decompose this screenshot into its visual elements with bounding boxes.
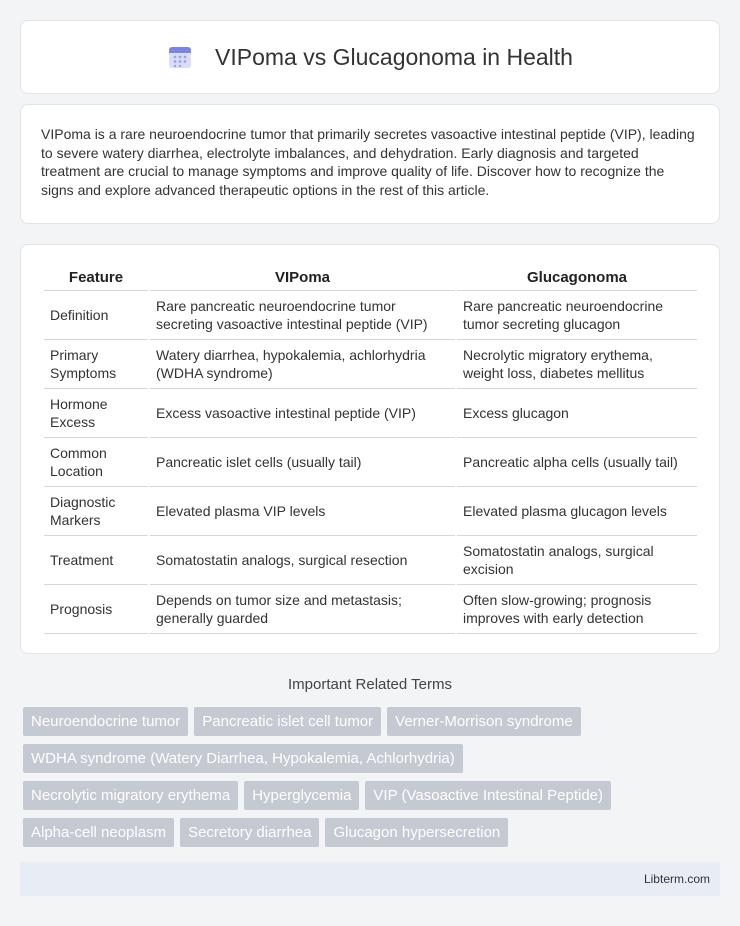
glucagonoma-cell: Rare pancreatic neuroendocrine tumor secreting glucagon	[457, 291, 697, 340]
tag-row	[23, 744, 723, 773]
tag[interactable]: Pancreatic islet cell tumor	[194, 707, 381, 736]
vipoma-cell: Excess vasoactive intestinal peptide (VIP)	[150, 389, 455, 438]
table-row	[44, 340, 697, 389]
table-row	[44, 389, 697, 438]
table-row	[44, 291, 697, 340]
feature-cell: Treatment	[44, 536, 148, 585]
vipoma-cell: Pancreatic islet cells (usually tail)	[150, 438, 455, 487]
tag[interactable]: Glucagon hypersecretion	[325, 818, 508, 847]
related-terms-list	[23, 707, 723, 855]
tag[interactable]: Hyperglycemia	[244, 781, 359, 810]
header-glucagonoma: Glucagonoma	[457, 265, 697, 291]
header-feature: Feature	[44, 265, 148, 291]
feature-cell: Hormone Excess	[44, 389, 148, 438]
page-header	[20, 20, 720, 94]
tag[interactable]: Necrolytic migratory erythema	[23, 781, 238, 810]
table-header-row	[44, 265, 697, 291]
comparison-table-card	[20, 244, 720, 654]
feature-cell: Prognosis	[44, 585, 148, 634]
glucagonoma-cell: Excess glucagon	[457, 389, 697, 438]
comparison-table	[42, 265, 699, 634]
calendar-icon	[167, 44, 193, 70]
tag[interactable]: VIP (Vasoactive Intestinal Peptide)	[365, 781, 611, 810]
footer	[20, 862, 720, 896]
tag-row	[23, 818, 723, 847]
vipoma-cell: Watery diarrhea, hypokalemia, achlorhydria (WDHA syndrome)	[150, 340, 455, 389]
glucagonoma-cell: Elevated plasma glucagon levels	[457, 487, 697, 536]
tag[interactable]: Alpha-cell neoplasm	[23, 818, 174, 847]
header-vipoma: VIPoma	[150, 265, 455, 291]
vipoma-cell: Elevated plasma VIP levels	[150, 487, 455, 536]
intro-section	[20, 104, 720, 224]
vipoma-cell: Rare pancreatic neuroendocrine tumor secreting vasoactive intestinal peptide (VIP)	[150, 291, 455, 340]
page-title: VIPoma vs Glucagonoma in Health	[215, 43, 573, 70]
vipoma-cell: Depends on tumor size and metastasis; generally guarded	[150, 585, 455, 634]
table-row	[44, 487, 697, 536]
tag-row	[23, 781, 723, 810]
feature-cell: Diagnostic Markers	[44, 487, 148, 536]
tag[interactable]: Secretory diarrhea	[180, 818, 319, 847]
table-row	[44, 438, 697, 487]
tag[interactable]: WDHA syndrome (Watery Diarrhea, Hypokalemia, Achlorhydria)	[23, 744, 463, 773]
glucagonoma-cell: Pancreatic alpha cells (usually tail)	[457, 438, 697, 487]
tag[interactable]: Verner-Morrison syndrome	[387, 707, 581, 736]
footer-site-link[interactable]: Libterm.com	[643, 872, 710, 886]
related-terms-title: Important Related Terms	[288, 676, 452, 693]
feature-cell: Definition	[44, 291, 148, 340]
glucagonoma-cell: Necrolytic migratory erythema, weight loss, diabetes mellitus	[457, 340, 697, 389]
intro-text: VIPoma is a rare neuroendocrine tumor that primarily secretes vasoactive intestinal peptide (VIP), leading to severe watery diarrhea, electrolyte imbalances, and dehydration. Early diagnosis and targeted treatment are crucial to manage symptoms and improve quality of life. Discover how to recognize the signs and explore advanced therapeutic options in the rest of this article.	[41, 126, 695, 198]
vipoma-cell: Somatostatin analogs, surgical resection	[150, 536, 455, 585]
glucagonoma-cell: Somatostatin analogs, surgical excision	[457, 536, 697, 585]
table-row	[44, 585, 697, 634]
glucagonoma-cell: Often slow-growing; prognosis improves with early detection	[457, 585, 697, 634]
tag[interactable]: Neuroendocrine tumor	[23, 707, 188, 736]
tag-row	[23, 707, 723, 736]
feature-cell: Primary Symptoms	[44, 340, 148, 389]
feature-cell: Common Location	[44, 438, 148, 487]
table-row	[44, 536, 697, 585]
